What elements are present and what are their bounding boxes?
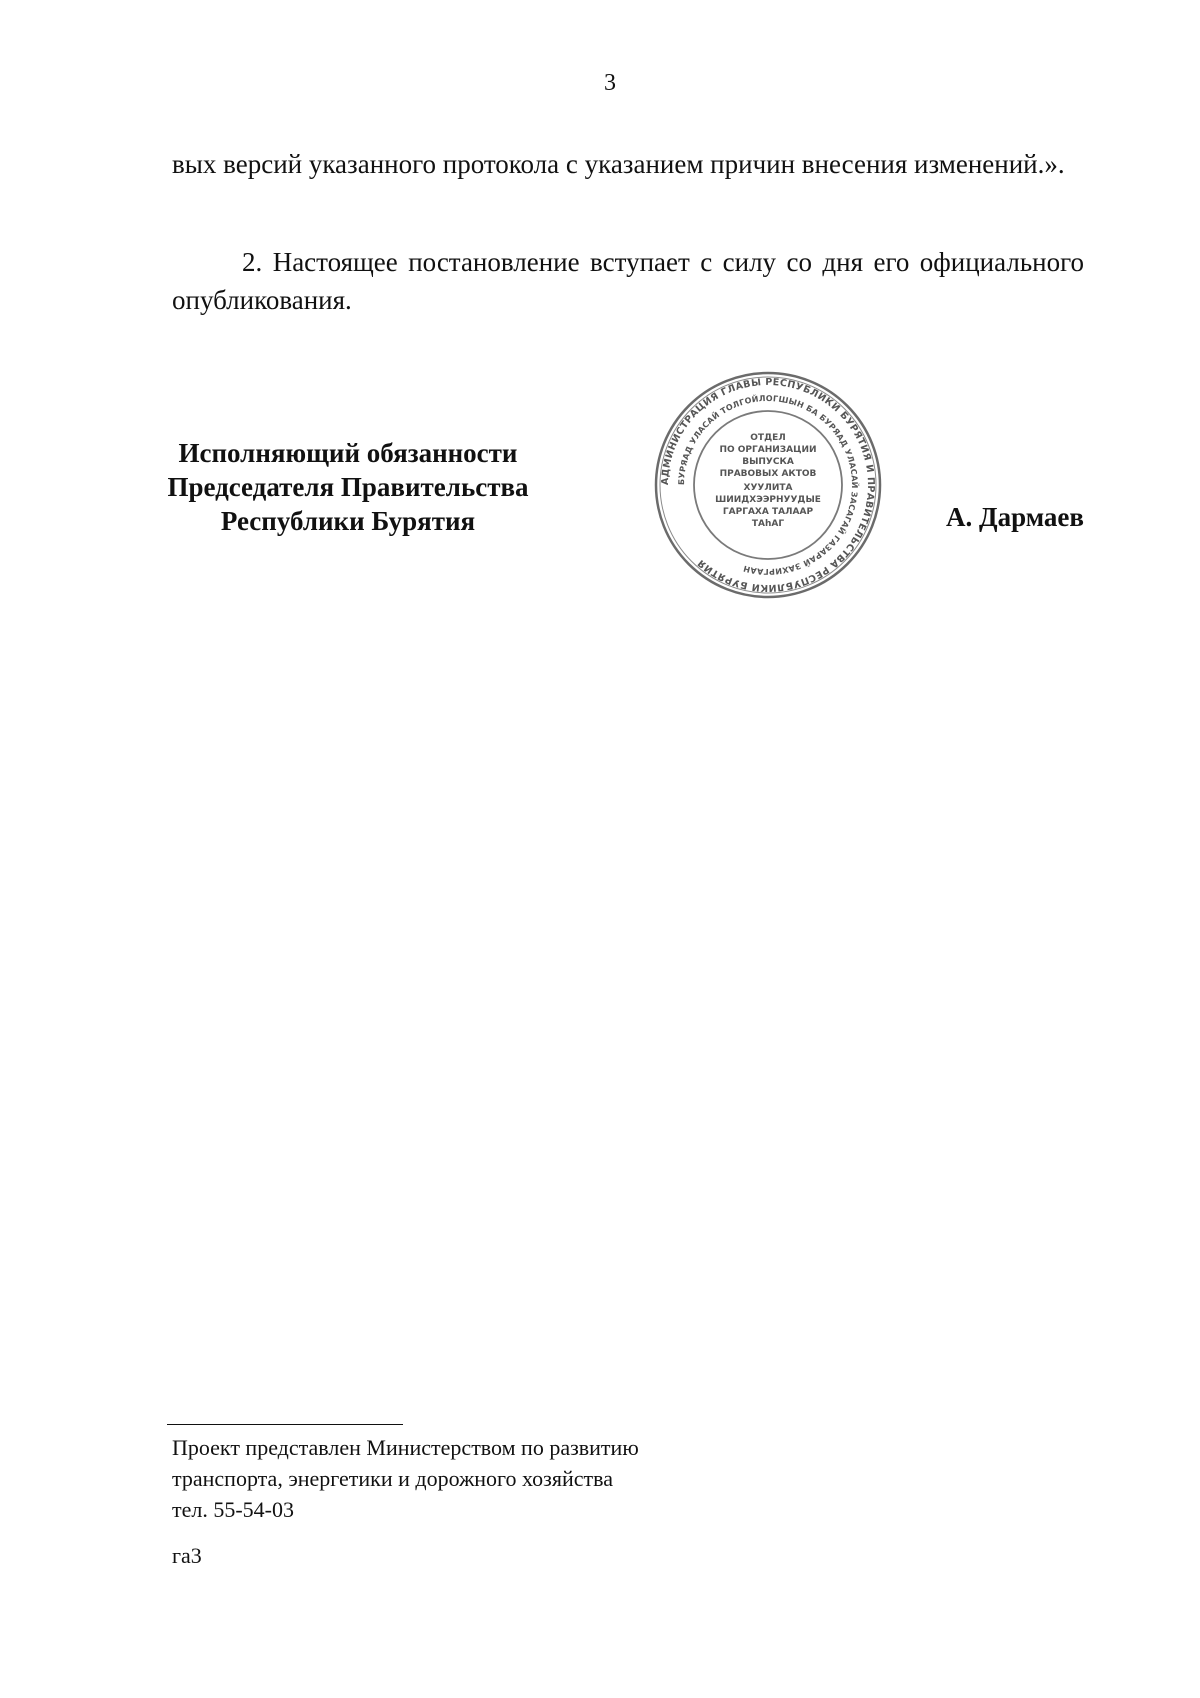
stamp-center-line: ТАhАГ [751, 519, 785, 529]
signer-position-line: Республики Бурятия [220, 506, 476, 536]
stamp-outer-text: АДМИНИСТРАЦИЯ ГЛАВЫ РЕСПУБЛИКИ БУРЯТИЯ И ПРАВИТЕЛЬСТВА РЕСПУБЛИКИ БУРЯТИЯ [659, 376, 877, 594]
stamp-inner-text: БУРЯАД УЛАСАЙ ТОЛГОЙЛОГШЫН БА БУРЯАД УЛАСАЙ ЗАСАГАЙ ГАЗАРАЙ ЗАХИРГААН [676, 393, 860, 577]
stamp-center-line: ОТДЕЛ [750, 433, 786, 443]
page-number: 3 [604, 70, 616, 96]
document-file-code: га3 [172, 1543, 202, 1568]
stamp-center-line: ПО ОРГАНИЗАЦИИ [719, 445, 817, 455]
signer-position-line: Председателя Правительства [167, 472, 529, 502]
signer-name: А. Дармаев [946, 502, 1084, 532]
official-seal-stamp [653, 370, 883, 600]
footnote-phone: тел. 55-54-03 [172, 1497, 295, 1522]
stamp-center-line: ГАРГАХА ТАЛААР [722, 507, 814, 517]
stamp-center-line: ХУУЛИТА [743, 483, 793, 493]
body-paragraph-effective-date: 2. Настоящее постановление вступает с силу со дня его официального опубликования. [172, 247, 1084, 315]
body-paragraph-continuation: вых версий указанного протокола с указанием причин внесения изменений.». [172, 149, 1065, 179]
stamp-center-line: ШИИДХЭЭРНУУДЫЕ [715, 495, 821, 505]
footnote-line: транспорта, энергетики и дорожного хозяйства [172, 1466, 613, 1491]
stamp-center-line: ВЫПУСКА [742, 457, 794, 467]
signer-position-line: Исполняющий обязанности [178, 438, 518, 468]
signer-position [148, 436, 548, 538]
footnote-divider [167, 1424, 403, 1425]
footnote-line: Проект представлен Министерством по развитию [172, 1435, 639, 1460]
footnote-block [172, 1432, 639, 1525]
stamp-center-line: ПРАВОВЫХ АКТОВ [719, 469, 817, 479]
